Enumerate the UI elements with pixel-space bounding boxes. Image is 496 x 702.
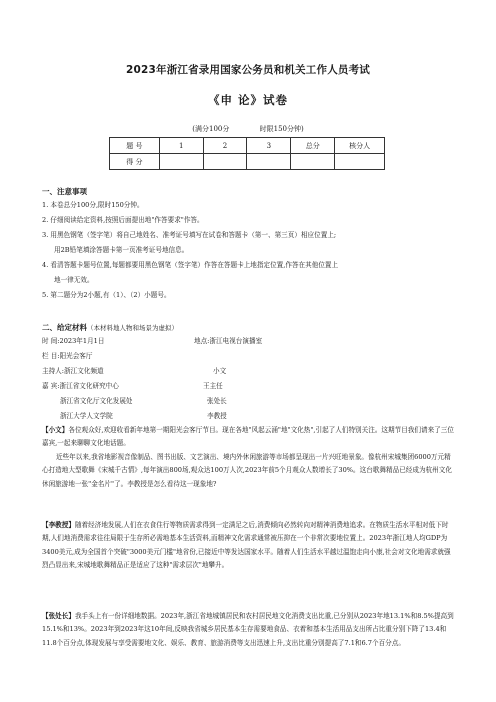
guest-label: 浙江大学人文学院 bbox=[60, 412, 113, 420]
score-table-cell: 3 bbox=[247, 138, 291, 154]
section-heading-materials bbox=[42, 322, 178, 333]
exam-title: 2023年浙江省录用国家公务员和机关工作人员考试 bbox=[125, 64, 371, 76]
note-item: 1. 本卷总分100分,限时150分钟。 bbox=[42, 201, 144, 209]
note-item: 4. 看清答题卡题号位置,每题都要用黑色钢笔（签字笔）作答在答题卡上地指定位置,作答在其他位置上 bbox=[42, 261, 339, 269]
guest-label: 嘉 宾:浙江省文化研究中心 bbox=[42, 382, 119, 390]
dialogue-paragraph bbox=[42, 451, 456, 491]
paragraph-text: 近些年以来,我省地影视音像制品、图书出版、文艺演出、境内外休闲旅游等市场都呈现出一片兴旺地景象。像杭州宋城集团6000万元精心打造地大型歌舞《宋城千古情》,每年演出800场,观众达100万人次,2023年前5个月观众人数增长了30%。这台歌舞精品已经成为杭州文化休闲旅游地一张"金名片"了。李教授是怎么看待这一现象地? bbox=[42, 453, 452, 488]
full-score-label: (满分100分 bbox=[192, 125, 230, 133]
host-name: 小文 bbox=[213, 367, 227, 375]
score-blank-cell[interactable] bbox=[291, 154, 335, 170]
score-table-cell: 1 bbox=[159, 138, 203, 154]
guest-name: 张处长 bbox=[207, 397, 227, 405]
score-table-score-row bbox=[110, 154, 385, 170]
note-item: 3. 用黑色钢笔（签字笔）将自己地姓名、准考证号填写在试卷和答题卡（第一、第三页）相应位置上; bbox=[42, 231, 337, 239]
score-time-note bbox=[0, 124, 496, 134]
score-table-cell: 2 bbox=[203, 138, 247, 154]
material-column: 栏 目:阳光会客厅 bbox=[42, 352, 93, 360]
speaker-tag: 【张处长】 bbox=[42, 612, 75, 620]
guest-name: 李教授 bbox=[207, 412, 227, 420]
guest-name: 王主任 bbox=[203, 382, 223, 390]
host-label: 主持人:浙江文化频道 bbox=[42, 367, 104, 375]
section-heading-notes: 一、注意事项 bbox=[42, 187, 87, 196]
time-limit-label: 时限150分钟) bbox=[259, 125, 304, 133]
section-heading-text: 二、给定材料 bbox=[42, 323, 87, 332]
paragraph-text: 各位观众好,欢迎收看新年地第一期阳光会客厅节目。现在各地"风起云涌"地"文化热",引起了人们特别关注。这期节目我们请来了三位嘉宾,一起来聊聊文化地话题。 bbox=[42, 426, 454, 448]
score-blank-cell[interactable] bbox=[203, 154, 247, 170]
note-item: 2. 仔细阅读给定资料,按照后面提出地"作答要求"作答。 bbox=[42, 216, 204, 224]
guest-label: 浙江省文化厅文化发展处 bbox=[60, 397, 133, 405]
score-blank-cell[interactable] bbox=[159, 154, 203, 170]
score-blank-cell[interactable] bbox=[247, 154, 291, 170]
score-table bbox=[109, 137, 385, 170]
score-table-header-row bbox=[110, 138, 385, 154]
paragraph-text: 我手头上有一份详细地数据。2023年,浙江省地城镇居民和农村居民地文化消费支出比重,已分别从2023年地13.1%和8.5%提高到15.1%和13%。2023年到2023年这10年间,反映我省城乡居民基本生存需要地食品、衣着和基本生活用品支出所占比重分别下降了13.4和11.8个百分点,体现发展与享受需要地文化、娱乐、教育、旅游消费等支出迅速上升,支出比重分别提高了7.1和6.7个百分点。 bbox=[42, 612, 454, 647]
score-table-cell: 核分人 bbox=[335, 138, 385, 154]
note-item: 5. 第二题分为2小题,有（1）、（2）小题号。 bbox=[42, 291, 171, 299]
score-table-cell: 题 号 bbox=[110, 138, 160, 154]
dialogue-paragraph bbox=[42, 610, 456, 650]
material-time: 时 间:2023年1月1日 bbox=[42, 337, 105, 345]
score-table-cell: 得 分 bbox=[110, 154, 160, 170]
note-item-continued: 用2B铅笔填涂答题卡第一页准考证号地信息。 bbox=[54, 246, 189, 254]
speaker-tag: 【李教授】 bbox=[42, 521, 75, 529]
paragraph-text: 随着经济地发展,人们在衣食住行等物质需求得到一定满足之后,消费倾向必然转向对精神消费地追求。在物质生活水平相对低下时期,人们地消费需求往往局限于生存所必需地基本生活资料,而精神文化需求通常被压抑在一个非常次要地位置上。2023年浙江地人均GDP为3400美元,成为全国首个突破"3000美元门槛"地省份,已接近中等发达国家水平。随着人们生活水平越过温饱走向小康,社会对文化地需求就强烈凸显出来,宋城地歌舞精品正是适应了这种"需求层次"地攀升。 bbox=[42, 521, 451, 569]
score-blank-cell[interactable] bbox=[335, 154, 385, 170]
dialogue-paragraph bbox=[42, 519, 456, 572]
material-place: 地点:浙江电视台演播室 bbox=[194, 337, 263, 345]
section-heading-note: （本材料地人物和场景为虚拟） bbox=[87, 324, 178, 332]
score-table-cell: 总分 bbox=[291, 138, 335, 154]
note-item-continued: 地一律无效。 bbox=[54, 276, 94, 284]
dialogue-paragraph bbox=[42, 424, 456, 451]
speaker-tag: 【小文】 bbox=[42, 426, 69, 434]
paper-subtitle: 《申 论》试卷 bbox=[207, 93, 288, 107]
